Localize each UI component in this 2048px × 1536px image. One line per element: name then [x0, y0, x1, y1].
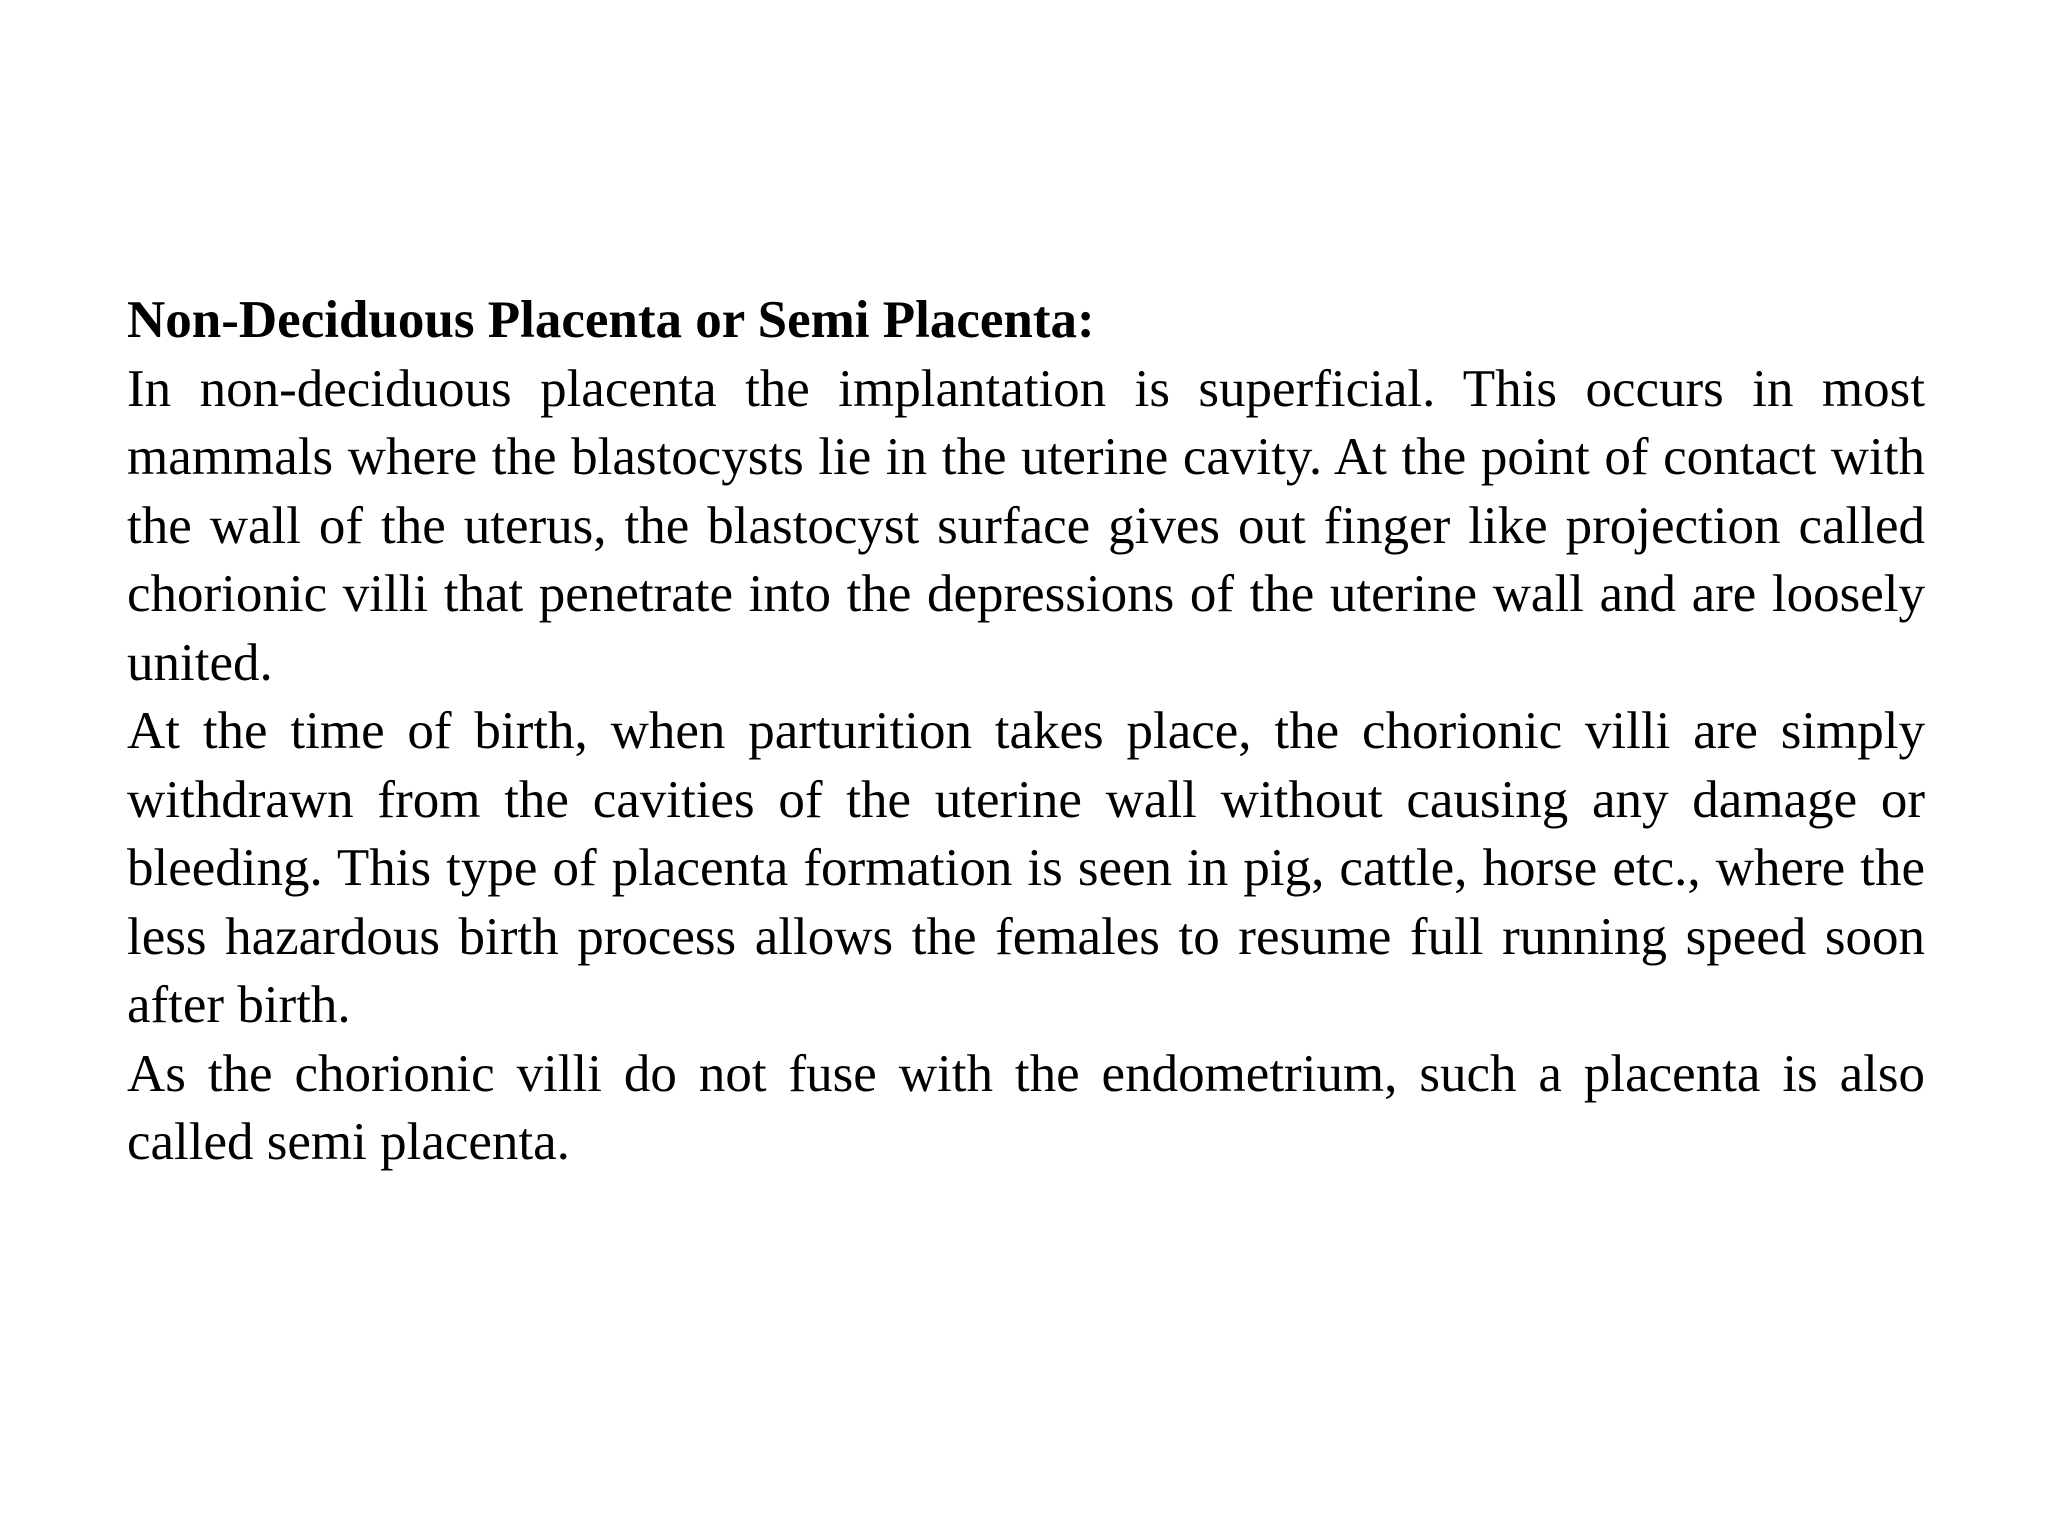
text-block	[127, 286, 1925, 1177]
paragraph-birth: At the time of birth, when parturition takes place, the chorionic villi are simply withdrawn from the cavities of the uterine wall without causing any damage or bleeding. This type of placenta formation is seen in pig, cattle, horse etc., where the less hazardous birth process allows the females to resume full running speed soon after birth.	[127, 702, 1925, 1034]
section-heading: Non-Deciduous Placenta or Semi Placenta:	[127, 291, 1095, 349]
paragraph-implantation: In non-deciduous placenta the implantation is superficial. This occurs in most mammals where the blastocysts lie in the uterine cavity. At the point of contact with the wall of the uterus, the blastocyst surface gives out finger like projection called chorionic villi that penetrate into the depressions of the uterine wall and are loosely united.	[127, 359, 1925, 692]
paragraph-semi-placenta: As the chorionic villi do not fuse with the endometrium, such a placenta is also called semi placenta.	[127, 1044, 1925, 1171]
